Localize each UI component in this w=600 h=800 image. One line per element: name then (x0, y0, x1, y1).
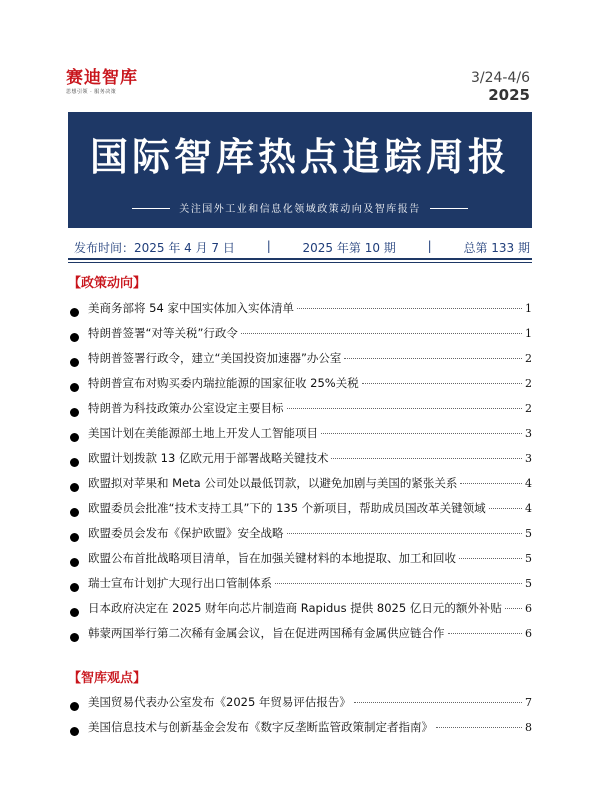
dot-leader (448, 633, 523, 634)
dot-leader (354, 702, 522, 703)
toc-entry-title: 特朗普宣布对购买委内瑞拉能源的国家征收 25%关税 (88, 376, 359, 390)
issue-info-bar (74, 239, 530, 256)
toc-page-number: 4 (525, 502, 532, 515)
bullet-icon (70, 558, 79, 567)
toc-page-number: 8 (525, 721, 532, 734)
toc-entry-title: 特朗普签署行政令，建立“美国投资加速器”办公室 (88, 351, 342, 365)
toc-page-number: 2 (525, 377, 532, 390)
toc-entry-title: 特朗普为科技政策办公室设定主要目标 (88, 401, 284, 415)
bullet-icon (70, 583, 79, 592)
dot-leader (297, 308, 522, 309)
dot-leader (436, 727, 522, 728)
logo (66, 68, 166, 96)
toc-entry-title: 美国计划在美能源部土地上开发人工智能项目 (88, 426, 318, 440)
toc-page-number: 2 (525, 402, 532, 415)
section-title-policy: 【政策动向】 (68, 276, 147, 291)
toc-entry-title: 特朗普签署“对等关税”行政令 (88, 326, 238, 340)
toc-entry[interactable] (68, 575, 532, 600)
toc-entry-title: 韩蒙两国举行第二次稀有金属会议，旨在促进两国稀有金属供应链合作 (88, 626, 445, 640)
toc-entry[interactable] (68, 525, 532, 550)
total-issue-number: 总第 133 期 (463, 241, 530, 255)
toc-entry[interactable] (68, 550, 532, 575)
header-rule (68, 258, 532, 260)
bullet-icon (70, 702, 79, 711)
bullet-icon (70, 508, 79, 517)
bullet-icon (70, 358, 79, 367)
logo-tagline: 思想引领 · 服务决策 (66, 89, 117, 95)
toc-entry[interactable] (68, 350, 532, 375)
dot-leader (459, 558, 522, 559)
bullet-icon (70, 608, 79, 617)
toc-entry[interactable] (68, 300, 532, 325)
toc-entry-title: 日本政府决定在 2025 财年向芯片制造商 Rapidus 提供 8025 亿日元的额外补贴 (88, 601, 502, 615)
report-subtitle: 关注国外工业和信息化领域政策动向及智库报告 (179, 204, 421, 215)
toc-entry[interactable] (68, 400, 532, 425)
toc-page-number: 5 (525, 577, 532, 590)
dot-leader (460, 483, 522, 484)
toc-entry[interactable] (68, 450, 532, 475)
bullet-icon (70, 383, 79, 392)
toc-entry[interactable] (68, 500, 532, 525)
dot-leader (331, 458, 522, 459)
bullet-icon (70, 483, 79, 492)
bullet-icon (70, 633, 79, 642)
banner-divider-right (430, 208, 468, 209)
issue-separator: | (427, 239, 432, 253)
toc-entry-title: 美国贸易代表办公室发布《2025 年贸易评估报告》 (88, 695, 351, 709)
toc-page-number: 5 (525, 527, 532, 540)
bullet-icon (70, 408, 79, 417)
section-title-thinktank: 【智库观点】 (68, 671, 147, 686)
dot-leader (287, 533, 523, 534)
toc-page-number: 1 (525, 327, 532, 340)
toc-entry[interactable] (68, 375, 532, 400)
toc-page-number: 1 (525, 302, 532, 315)
toc-policy (68, 300, 532, 650)
header-rule-thin (68, 262, 532, 263)
toc-page-number: 5 (525, 552, 532, 565)
publish-date: 发布时间：2025 年 4 月 7 日 (74, 241, 235, 255)
dot-leader (321, 433, 522, 434)
bullet-icon (70, 433, 79, 442)
dot-leader (241, 333, 522, 334)
toc-entry-title: 欧盟拟对苹果和 Meta 公司处以最低罚款，以避免加剧与美国的紧张关系 (88, 476, 458, 490)
bullet-icon (70, 727, 79, 736)
bullet-icon (70, 533, 79, 542)
toc-page-number: 3 (525, 452, 532, 465)
toc-entry[interactable] (68, 600, 532, 625)
logo-text: 赛迪智库 (66, 68, 138, 88)
toc-page-number: 6 (525, 602, 532, 615)
toc-entry-title: 欧盟委员会发布《保护欧盟》安全战略 (88, 526, 284, 540)
dot-leader (287, 408, 523, 409)
date-range: 3/24-4/6 (470, 70, 530, 86)
toc-thinktank (68, 694, 532, 744)
toc-entry[interactable] (68, 719, 532, 744)
issue-number: 2025 年第 10 期 (302, 241, 396, 255)
dot-leader (505, 608, 522, 609)
title-banner (68, 112, 532, 228)
toc-entry-title: 欧盟公布首批战略项目清单，旨在加强关键材料的本地提取、加工和回收 (88, 551, 456, 565)
toc-entry[interactable] (68, 694, 532, 719)
toc-page-number: 2 (525, 352, 532, 365)
toc-entry[interactable] (68, 425, 532, 450)
toc-page-number: 6 (525, 627, 532, 640)
bullet-icon (70, 308, 79, 317)
toc-entry[interactable] (68, 475, 532, 500)
date-range-block (471, 70, 530, 104)
bullet-icon (70, 333, 79, 342)
toc-entry-title: 欧盟计划拨款 13 亿欧元用于部署战略关键技术 (88, 451, 329, 465)
toc-page-number: 3 (525, 427, 532, 440)
dot-leader (275, 583, 522, 584)
toc-entry[interactable] (68, 625, 532, 650)
toc-entry-title: 美国信息技术与创新基金会发布《数字反垄断监管政策制定者指南》 (88, 720, 433, 734)
report-year: 2025 (488, 86, 530, 104)
toc-entry-title: 美商务部将 54 家中国实体加入实体清单 (88, 301, 294, 315)
toc-entry[interactable] (68, 325, 532, 350)
dot-leader (344, 358, 522, 359)
dot-leader (362, 383, 522, 384)
dot-leader (489, 508, 522, 509)
issue-separator: | (266, 239, 271, 253)
report-title: 国际智库热点追踪周报 (89, 134, 510, 179)
toc-entry-title: 瑞士宣布计划扩大现行出口管制体系 (88, 576, 272, 590)
toc-entry-title: 欧盟委员会批准“技术支持工具”下的 135 个新项目，帮助成员国改革关键领域 (88, 501, 486, 515)
toc-page-number: 4 (525, 477, 532, 490)
toc-page-number: 7 (525, 696, 532, 709)
bullet-icon (70, 458, 79, 467)
